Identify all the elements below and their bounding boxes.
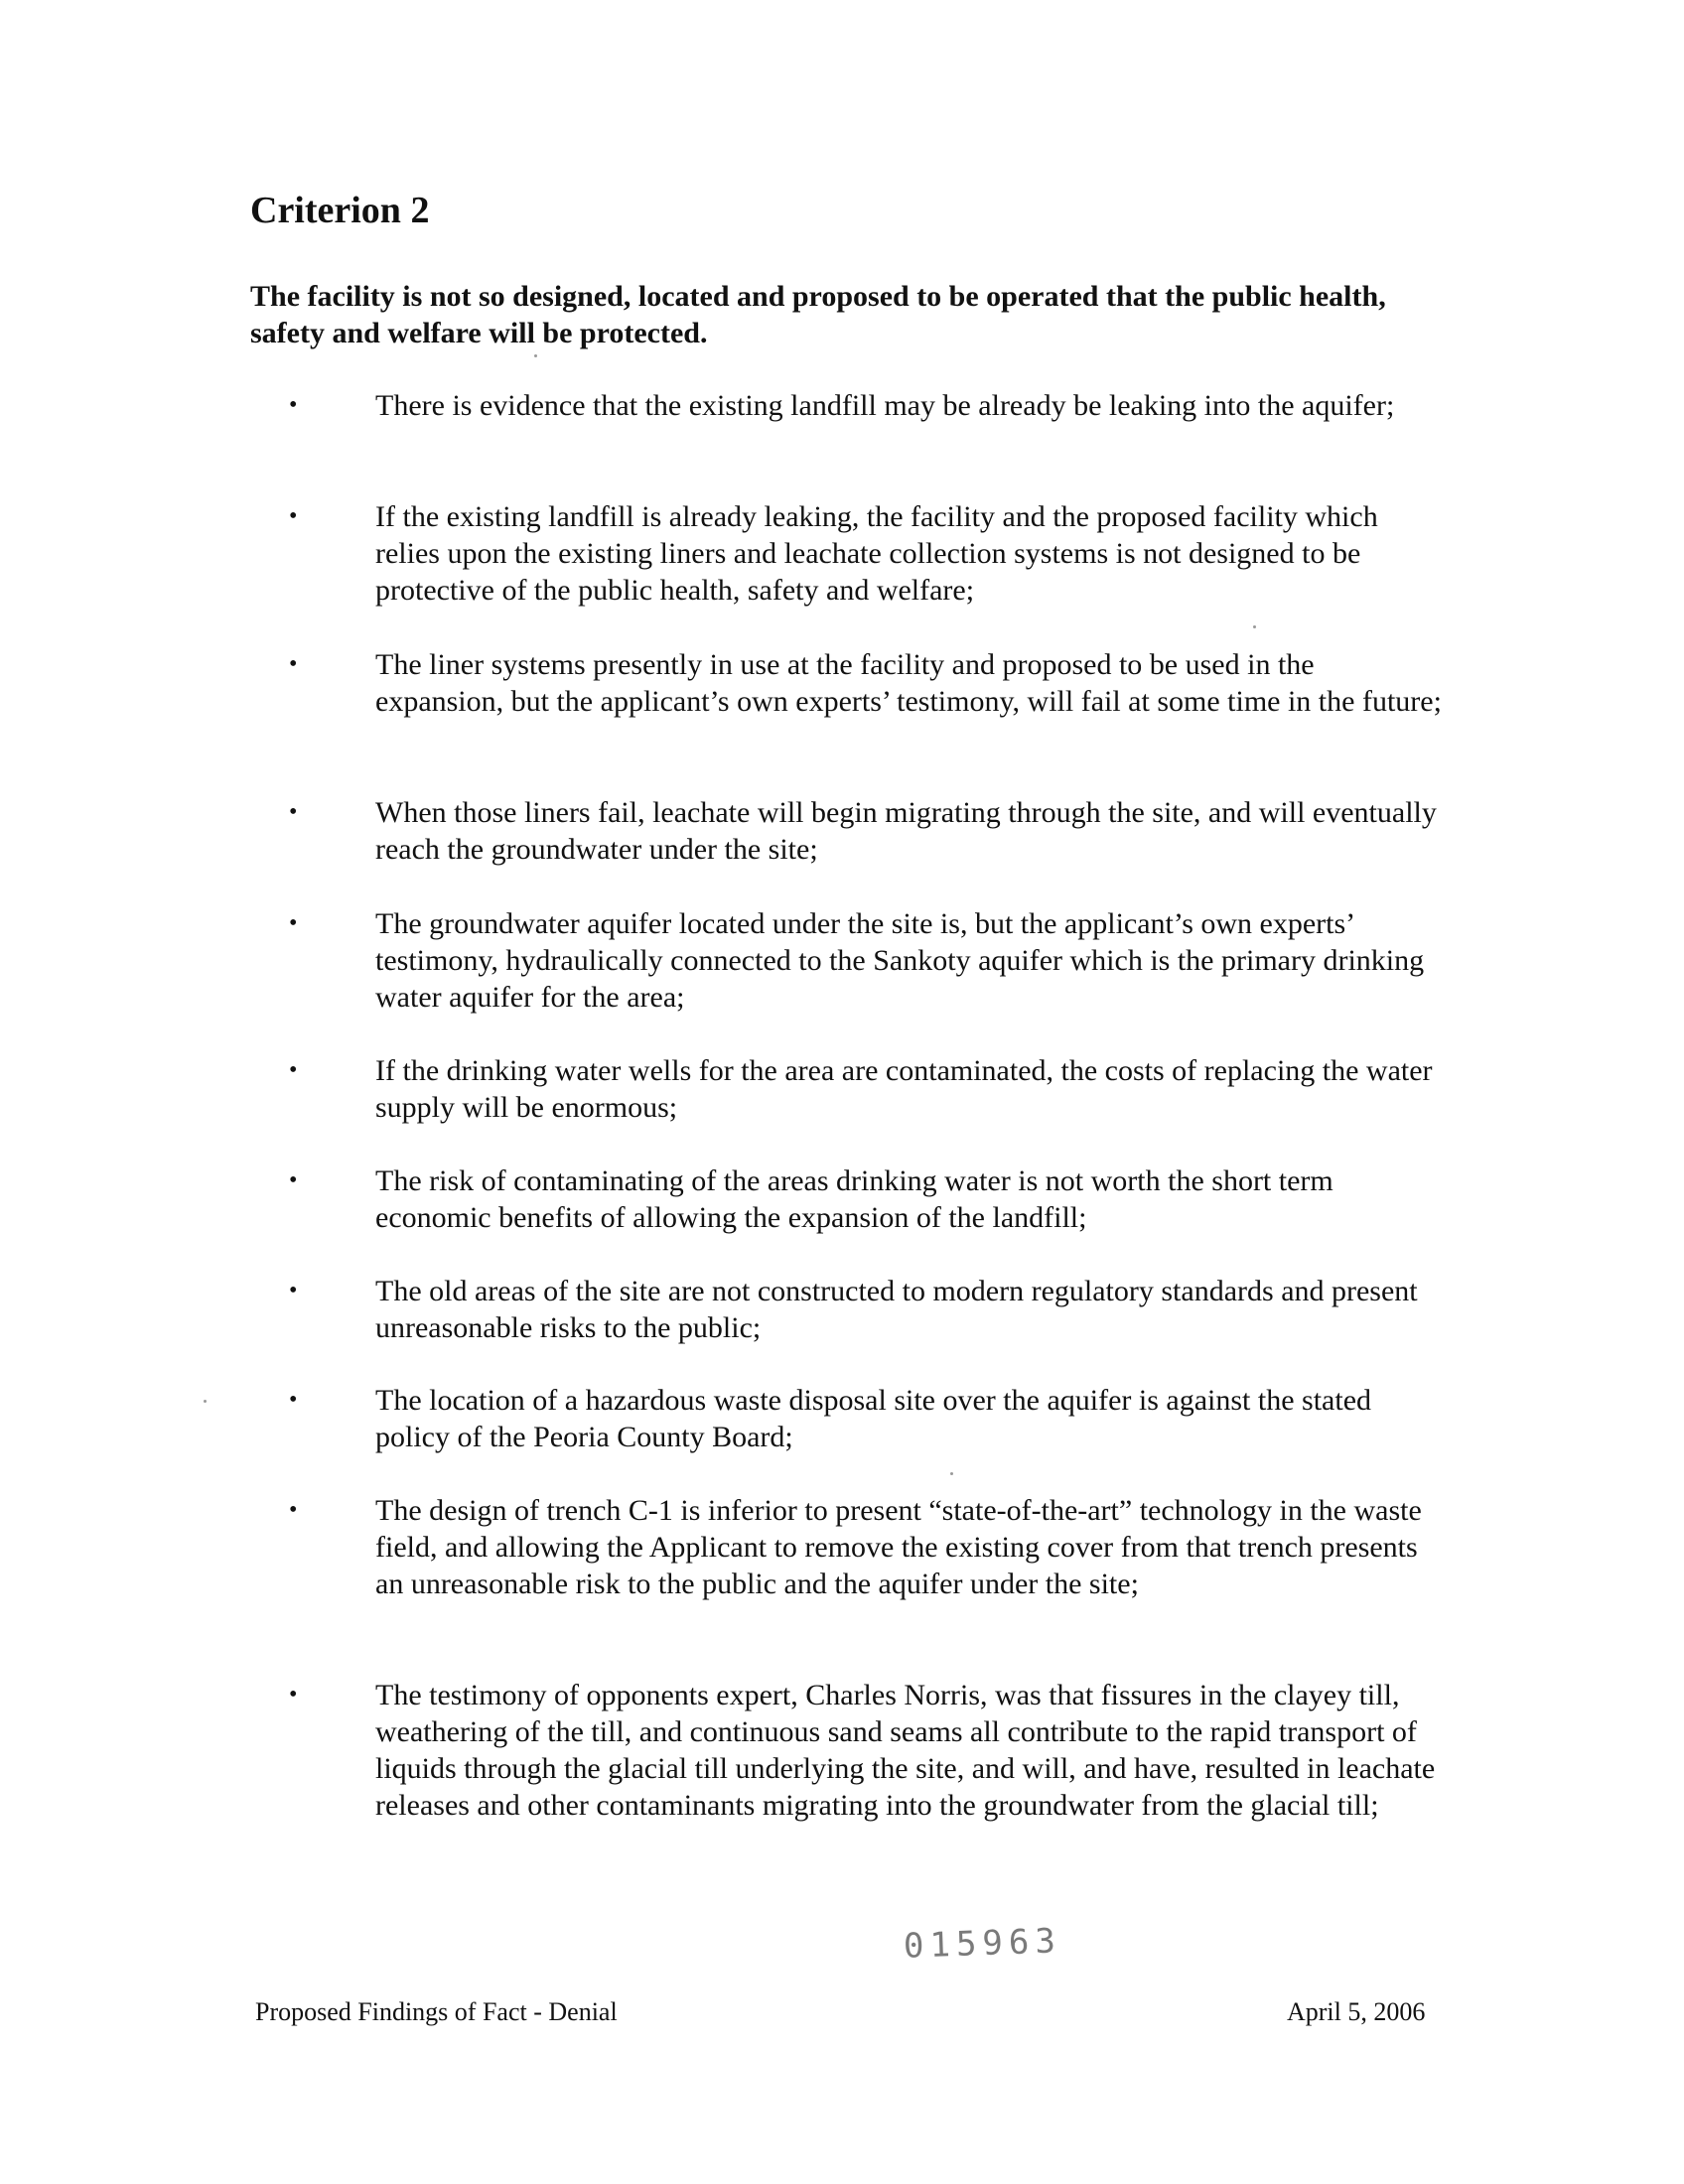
scan-speck xyxy=(950,1472,953,1475)
bullet-icon: • xyxy=(289,1057,298,1083)
list-item-text: If the drinking water wells for the area are contaminated, the costs of replacing the water supply will be enormous; xyxy=(375,1054,1433,1124)
scan-speck xyxy=(534,354,537,357)
bullet-icon: • xyxy=(289,1278,298,1303)
list-item-text: The design of trench C-1 is inferior to present “state-of-the-art” technology in the waste field, and allowing the Applicant to remove the existing cover from that trench presents an unreasonable risk to the public and the aquifer under the site; xyxy=(375,1494,1422,1600)
bullet-icon: • xyxy=(289,799,298,825)
bullet-icon: • xyxy=(289,910,298,936)
list-item-text: The old areas of the site are not constructed to modern regulatory standards and present unreasonable risks to the public; xyxy=(375,1275,1418,1344)
bullet-icon: • xyxy=(289,1167,298,1193)
footer-document-title: Proposed Findings of Fact - Denial xyxy=(255,1997,618,2026)
criterion-statement: The facility is not so designed, located and proposed to be operated that the public health, safety and welfare will be protected. xyxy=(250,280,1386,349)
page-title: Criterion 2 xyxy=(250,190,430,231)
bullet-icon: • xyxy=(289,1682,298,1707)
list-item-text: There is evidence that the existing landfill may be already be leaking into the aquifer; xyxy=(375,389,1395,422)
list-item-text: The liner systems presently in use at the facility and proposed to be used in the expansion, but the applicant’s own experts’ testimony, will fail at some time in the future; xyxy=(375,648,1442,718)
bullet-icon: • xyxy=(289,1387,298,1413)
bullet-icon: • xyxy=(289,651,298,677)
bullet-icon: • xyxy=(289,392,298,418)
list-item-text: The groundwater aquifer located under the site is, but the applicant’s own experts’ testimony, hydraulically connected to the Sankoty aquifer which is the primary drinking water aquifer for the area; xyxy=(375,907,1425,1014)
scan-speck xyxy=(204,1400,207,1403)
list-item-text: The location of a hazardous waste disposal site over the aquifer is against the stated policy of the Peoria County Board; xyxy=(375,1384,1372,1453)
list-item-text: The risk of contaminating of the areas drinking water is not worth the short term economic benefits of allowing the expansion of the landfill; xyxy=(375,1164,1333,1234)
bullet-icon: • xyxy=(289,503,298,529)
bullet-icon: • xyxy=(289,1497,298,1523)
list-item-text: The testimony of opponents expert, Charles Norris, was that fissures in the clayey till, weathering of the till, and continuous sand seams all contribute to the rapid transport of liquids through the glacial till underlying the site, and will, and have, resulted in leachate releases and other contaminants migrating into the groundwater from the glacial till; xyxy=(375,1679,1436,1822)
list-item-text: When those liners fail, leachate will begin migrating through the site, and will eventually reach the groundwater under the site; xyxy=(375,796,1437,866)
scan-speck xyxy=(1253,625,1256,628)
bates-stamp: 015963 xyxy=(903,1921,1062,1967)
footer-date: April 5, 2006 xyxy=(1287,1997,1426,2026)
list-item-text: If the existing landfill is already leaking, the facility and the proposed facility which relies upon the existing liners and leachate collection systems is not designed to be protective of the public health, safety and welfare; xyxy=(375,500,1378,607)
